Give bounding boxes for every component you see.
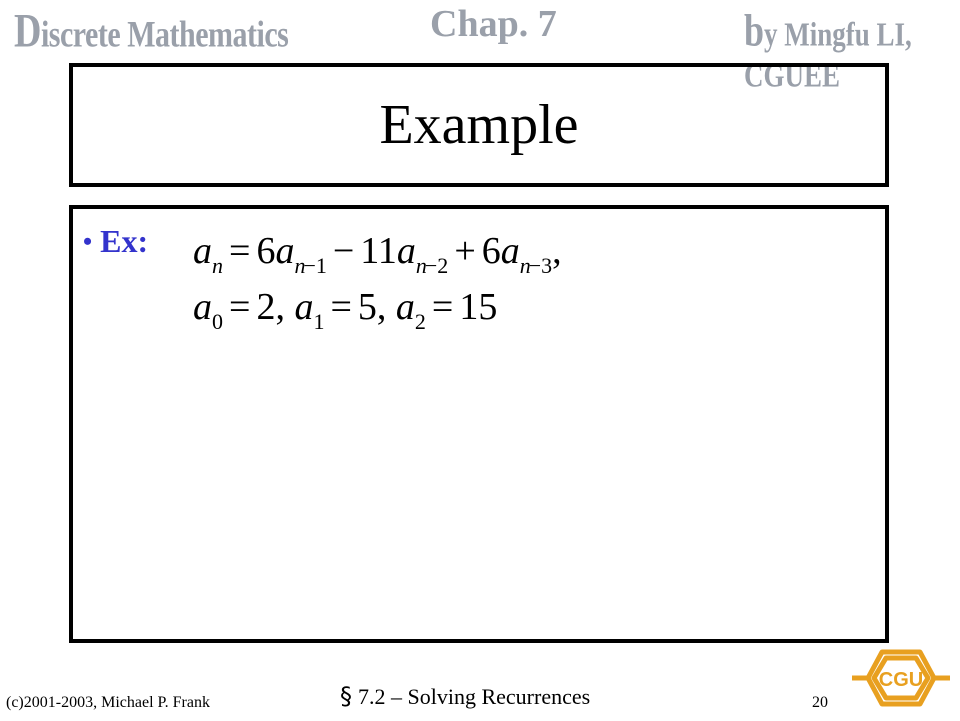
section-symbol: § xyxy=(340,682,352,710)
slide-header xyxy=(0,0,960,94)
slide-title-box xyxy=(69,63,889,187)
course-title: Discrete Mathematics xyxy=(14,5,289,58)
initial-conditions: $a_0 = 2$, $a_1 = 5$, $a_2 = 15$ xyxy=(193,286,498,334)
author-label: by Mingfu LI, CGUEE xyxy=(744,5,912,94)
university-logo-icon xyxy=(848,640,954,721)
bullet-item xyxy=(83,223,148,260)
slide-title: Example xyxy=(379,94,579,156)
recurrence-equation: $a_n = 6a_{n-1} - 11a_{n-2} + 6a_{n-3}$, xyxy=(193,230,562,278)
copyright-text: (c)2001-2003, Michael P. Frank xyxy=(6,694,210,711)
slide-body xyxy=(69,205,889,643)
bullet-icon: • xyxy=(83,226,93,256)
bullet-label: Ex: xyxy=(100,223,149,259)
svg-text:CGU: CGU xyxy=(878,669,924,691)
page-number: 20 xyxy=(812,694,828,711)
section-label: § 7.2 – Solving Recurrences xyxy=(340,682,591,710)
chapter-label: Chap. 7 xyxy=(430,3,557,45)
